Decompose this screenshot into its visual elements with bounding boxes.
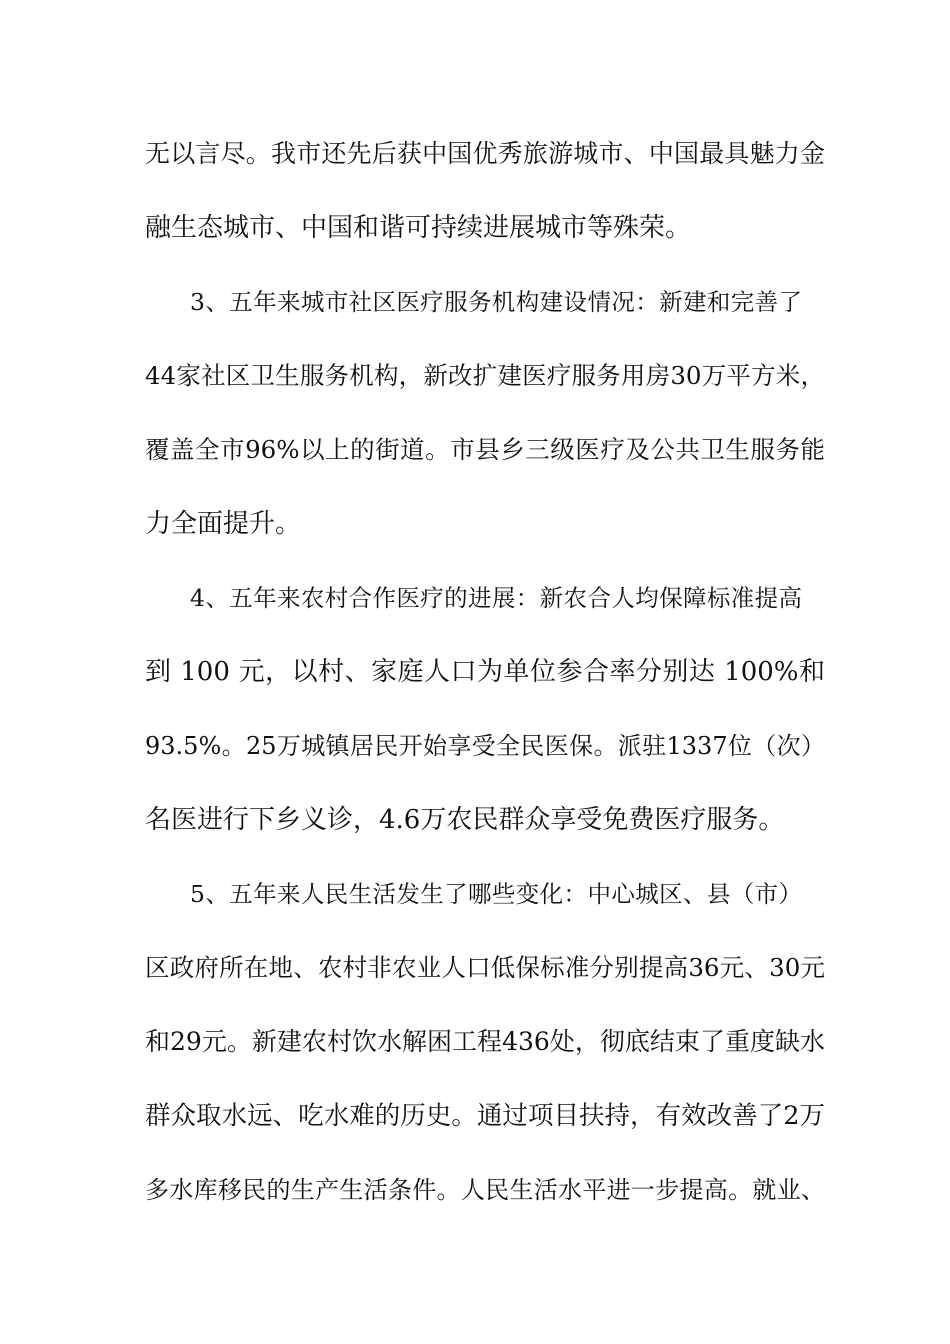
text-line-4: 44家社区卫生服务机构，新改扩建医疗服务用房30万平方米， — [145, 361, 825, 390]
text-line-12: 区政府所在地、农村非农业人口低保标准分别提高36元、30元 — [145, 953, 825, 982]
text-line-3: 3、五年来城市社区医疗服务机构建设情况：新建和完善了 — [190, 288, 802, 316]
text-line-2: 融生态城市、中国和谐可持续进展城市等殊荣。 — [145, 213, 692, 243]
text-line-11: 5、五年来人民生活发生了哪些变化：中心城区、县（市） — [190, 880, 802, 908]
text-line-8: 到 100 元，以村、家庭人口为单位参合率分别达 100%和 — [145, 657, 825, 687]
text-line-6: 力全面提升。 — [145, 509, 302, 539]
text-line-14: 群众取水远、吃水难的历史。通过项目扶持，有效改善了2万 — [145, 1101, 825, 1131]
text-line-15: 多水库移民的生产生活条件。人民生活水平进一步提高。就业、 — [145, 1176, 825, 1204]
text-line-10: 名医进行下乡义诊，4.6万农民群众享受免费医疗服务。 — [145, 805, 785, 835]
text-line-5: 覆盖全市96%以上的街道。市县乡三级医疗及公共卫生服务能 — [145, 435, 825, 464]
text-line-7: 4、五年来农村合作医疗的进展：新农合人均保障标准提高 — [190, 584, 802, 612]
text-line-9: 93.5%。25万城镇居民开始享受全民医保。派驻1337位（次） — [145, 732, 825, 760]
text-line-13: 和29元。新建农村饮水解困工程436处，彻底结束了重度缺水 — [145, 1027, 825, 1056]
text-line-1: 无以言尽。我市还先后获中国优秀旅游城市、中国最具魅力金 — [145, 139, 825, 168]
